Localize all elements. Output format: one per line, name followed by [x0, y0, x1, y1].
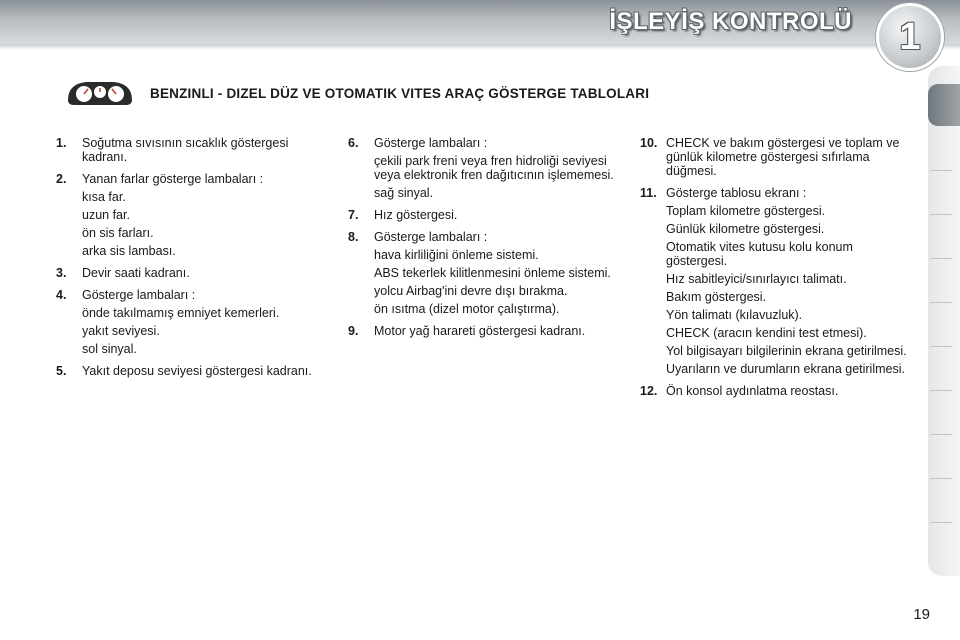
list-item	[348, 136, 618, 200]
tab-divider	[930, 214, 952, 215]
item-text: Gösterge lambaları :	[374, 136, 488, 150]
list-item	[640, 384, 910, 398]
dashboard-gauges-icon	[64, 78, 136, 108]
item-number: 8.	[348, 230, 359, 244]
item-subline: Günlük kilometre göstergesi.	[666, 222, 825, 236]
item-subline: Yön talimatı (kılavuzluk).	[666, 308, 803, 322]
item-text: Yakıt deposu seviyesi göstergesi kadranı.	[82, 364, 312, 378]
item-subline: Yol bilgisayarı bilgilerinin ekrana getirilmesi.	[666, 344, 907, 358]
column-2	[348, 136, 618, 346]
tab-divider	[930, 258, 952, 259]
item-text: Gösterge tablosu ekranı :	[666, 186, 807, 200]
tab-divider	[930, 390, 952, 391]
tab-divider	[930, 434, 952, 435]
list-item	[56, 136, 316, 164]
item-subline: yolcu Airbag'ini devre dışı bırakma.	[374, 284, 568, 298]
item-subline: sağ sinyal.	[374, 186, 434, 200]
column-1	[56, 136, 316, 386]
list-item	[56, 172, 316, 258]
section-title: BENZINLI - DIZEL DÜZ VE OTOMATIK VITES ARAÇ GÖSTERGE TABLOLARI	[150, 86, 650, 101]
item-text: CHECK ve bakım göstergesi ve toplam ve günlük kilometre göstergesi sıfırlama düğmesi.	[666, 136, 900, 178]
item-subline: Uyarıların ve durumların ekrana getirilmesi.	[666, 362, 905, 376]
item-number: 7.	[348, 208, 359, 222]
item-subline: ön sis farları.	[82, 226, 154, 240]
item-number: 10.	[640, 136, 658, 150]
list-item	[640, 136, 910, 178]
page-number: 19	[913, 606, 930, 623]
tab-divider	[930, 478, 952, 479]
chapter-badge	[876, 3, 944, 71]
item-text: Hız göstergesi.	[374, 208, 458, 222]
header-shadow	[0, 44, 960, 50]
item-number: 2.	[56, 172, 67, 186]
item-text: Soğutma sıvısının sıcaklık göstergesi kadranı.	[82, 136, 289, 164]
item-number: 12.	[640, 384, 658, 398]
item-subline: Otomatik vites kutusu kolu konum göstergesi.	[666, 240, 853, 268]
chapter-tabs	[928, 66, 960, 576]
page-title: İŞLEYİŞ KONTROLÜ	[609, 8, 852, 35]
item-number: 5.	[56, 364, 67, 378]
item-subline: sol sinyal.	[82, 342, 137, 356]
item-text: Yanan farlar gösterge lambaları :	[82, 172, 264, 186]
item-subline: önde takılmamış emniyet kemerleri.	[82, 306, 280, 320]
item-text: Gösterge lambaları :	[374, 230, 488, 244]
item-subline: arka sis lambası.	[82, 244, 176, 258]
column-3	[640, 136, 910, 406]
tab-divider	[930, 170, 952, 171]
item-subline: Toplam kilometre göstergesi.	[666, 204, 826, 218]
list-item	[56, 364, 316, 378]
item-number: 11.	[640, 186, 657, 200]
tab-divider	[930, 522, 952, 523]
list-item	[348, 208, 618, 222]
item-subline: çekili park freni veya fren hidroliği seviyesi veya elektronik fren dağıtıcının işlememesi.	[374, 154, 614, 182]
tab-divider	[930, 346, 952, 347]
chapter-number: 1	[899, 15, 921, 58]
item-text: Devir saati kadranı.	[82, 266, 190, 280]
chapter-tab-active[interactable]	[928, 84, 960, 126]
item-number: 6.	[348, 136, 359, 150]
list-item	[348, 230, 618, 316]
item-subline: uzun far.	[82, 208, 130, 222]
item-number: 9.	[348, 324, 359, 338]
item-number: 1.	[56, 136, 67, 150]
list-item	[56, 266, 316, 280]
item-subline: Bakım göstergesi.	[666, 290, 767, 304]
item-subline: ön ısıtma (dizel motor çalıştırma).	[374, 302, 560, 316]
item-text: Ön konsol aydınlatma reostası.	[666, 384, 839, 398]
item-subline: kısa far.	[82, 190, 126, 204]
item-subline: hava kirliliğini önleme sistemi.	[374, 248, 539, 262]
item-subline: Hız sabitleyici/sınırlayıcı talimatı.	[666, 272, 847, 286]
list-item	[640, 186, 910, 376]
item-subline: ABS tekerlek kilitlenmesini önleme sistemi.	[374, 266, 611, 280]
item-subline: yakıt seviyesi.	[82, 324, 160, 338]
item-number: 3.	[56, 266, 67, 280]
list-item	[56, 288, 316, 356]
tab-divider	[930, 302, 952, 303]
item-text: Gösterge lambaları :	[82, 288, 196, 302]
item-subline: CHECK (aracın kendini test etmesi).	[666, 326, 867, 340]
item-text: Motor yağ harareti göstergesi kadranı.	[374, 324, 586, 338]
list-item	[348, 324, 618, 338]
item-number: 4.	[56, 288, 67, 302]
